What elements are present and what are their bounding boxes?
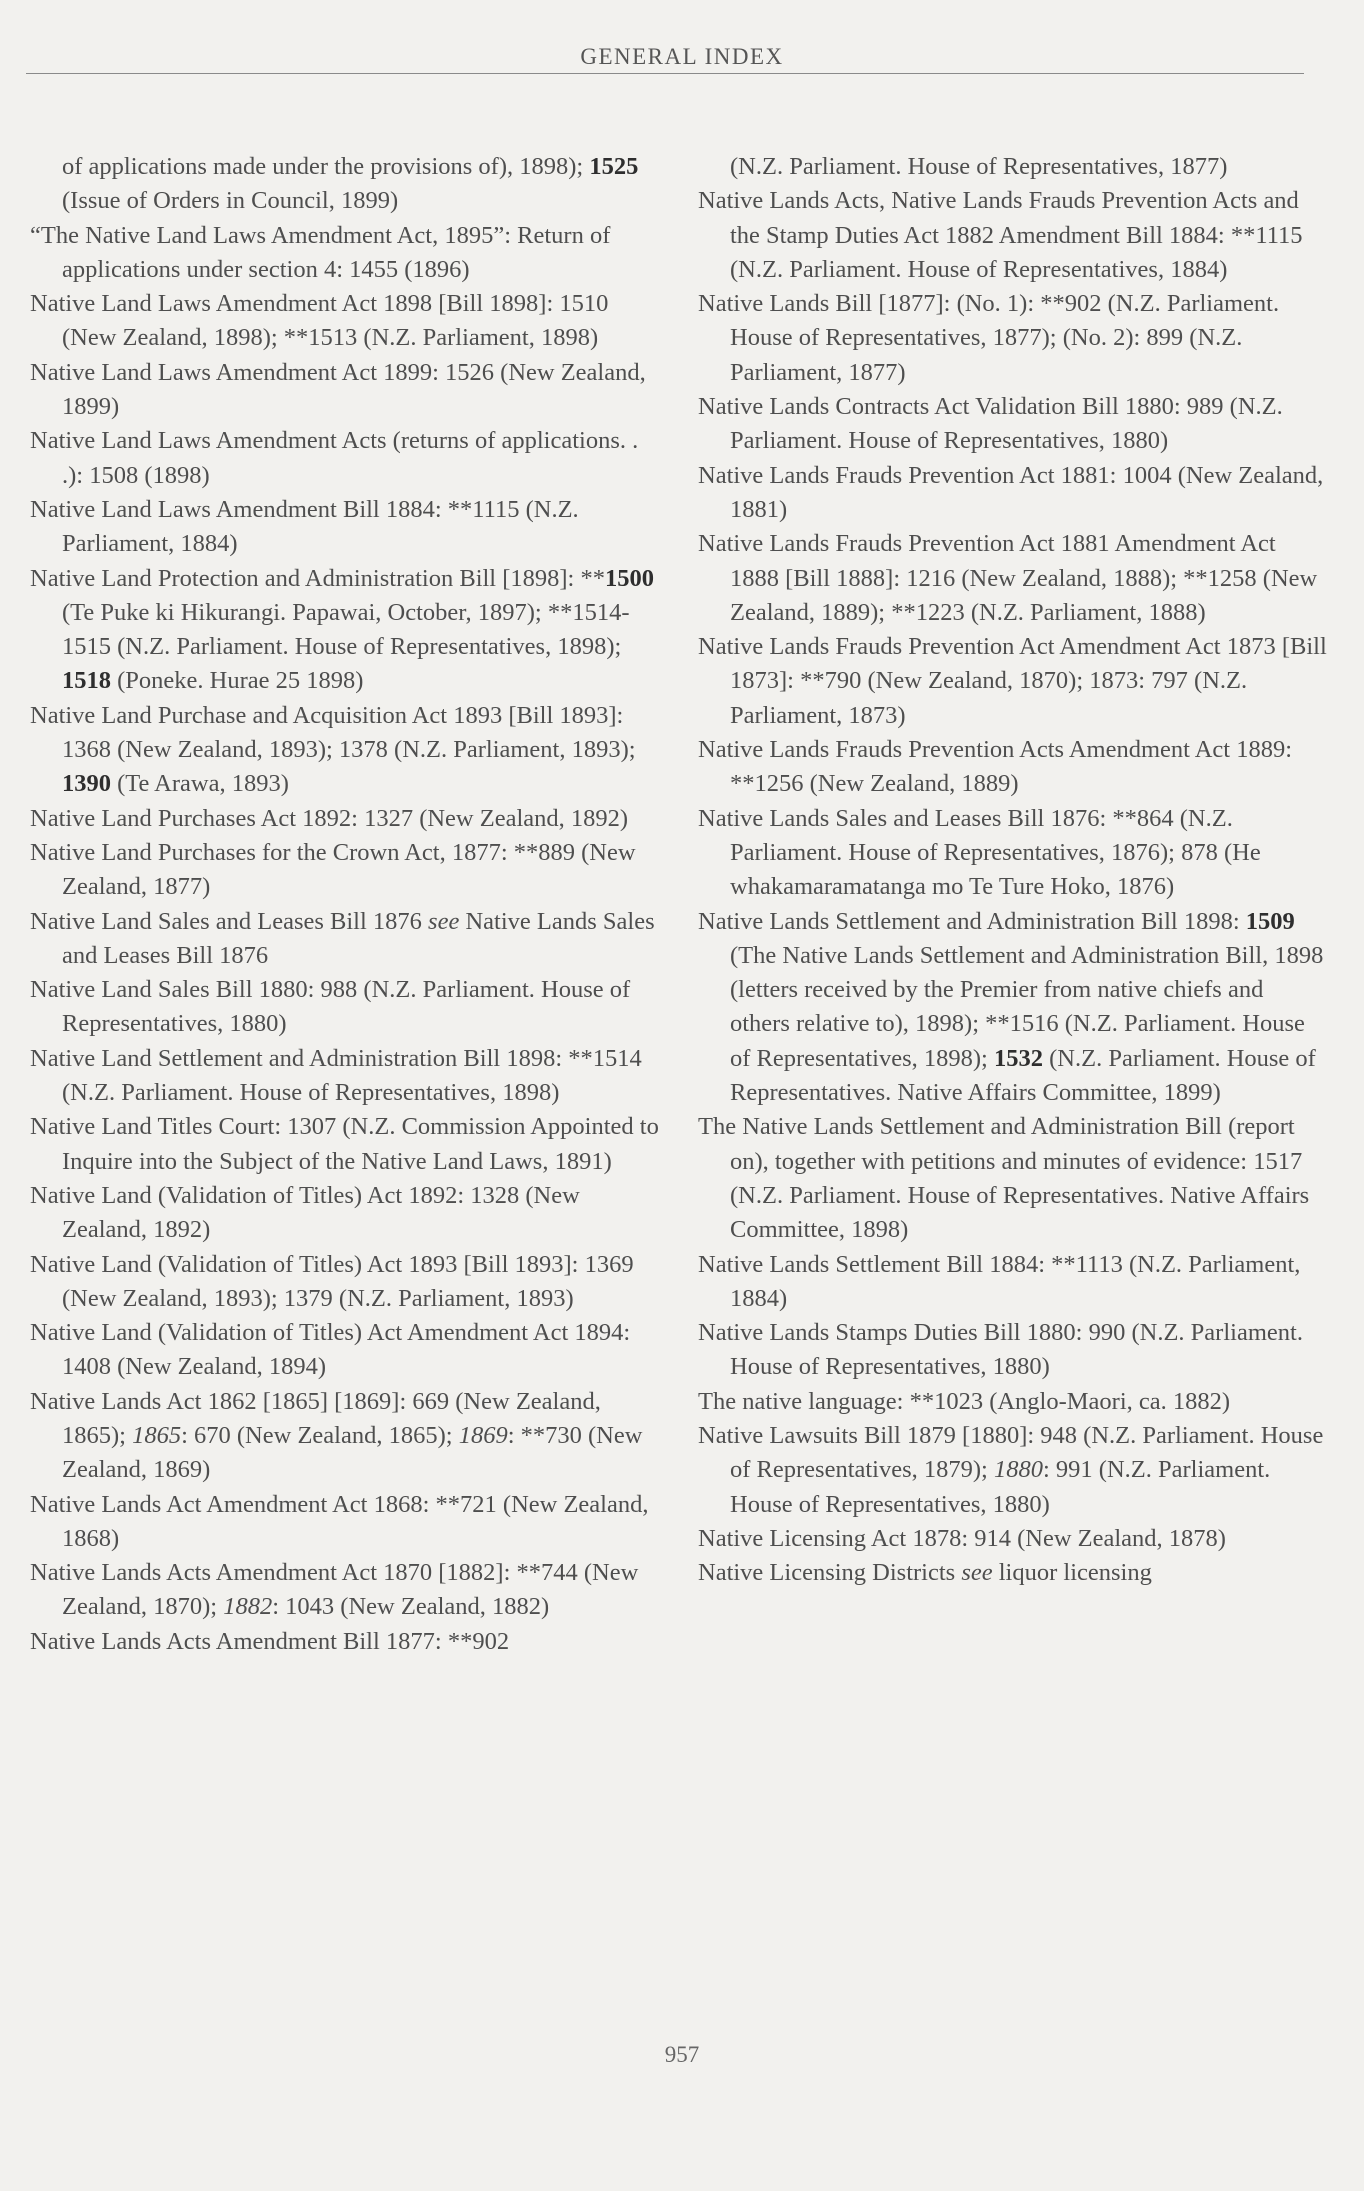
index-entry: Native Land Purchase and Acquisition Act 1893 [Bill 1893]: 1368 (New Zealand, 1893); 1378 (N.Z. Parliament, 1893); 1390 (Te Arawa, 1893)	[30, 701, 636, 798]
index-entry: Native Licensing Act 1878: 914 (New Zealand, 1878)	[698, 1524, 1226, 1552]
index-entry: Native Land Laws Amendment Acts (returns of applications. . .): 1508 (1898)	[30, 427, 639, 489]
index-entry: Native Land Purchases for the Crown Act, 1877: **889 (New Zealand, 1877)	[30, 838, 636, 901]
left-column	[30, 150, 660, 1659]
index-entry: Native Lands Frauds Prevention Act 1881 Amendment Act 1888 [Bill 1888]: 1216 (New Zealand, 1888); **1258 (New Zealand, 1889); **1223 (N.Z. Parliament, 1888)	[698, 530, 1318, 626]
index-entry: Native Land Titles Court: 1307 (N.Z. Commission Appointed to Inquire into the Subject of the Native Land Laws, 1891)	[30, 1113, 659, 1175]
index-entry: Native Lands Frauds Prevention Acts Amendment Act 1889: **1256 (New Zealand, 1889)	[698, 736, 1293, 798]
index-entry: Native Lands Act Amendment Act 1868: **721 (New Zealand, 1868)	[30, 1490, 649, 1552]
index-entry: “The Native Land Laws Amendment Act, 1895”: Return of applications under section 4: 1455 (1896)	[30, 221, 611, 283]
index-entry: Native Lands Settlement and Administration Bill 1898: 1509 (The Native Lands Settlement and Administration Bill, 1898 (letters received by the Premier from native chiefs and others relative to), 1898); **1516 (N.Z. Parliament. House of Representatives, 1898); 1532 (N.Z. Parliament. House of Representatives. Native Affairs Committee, 1899)	[698, 907, 1324, 1107]
index-entry: Native Lands Acts Amendment Act 1870 [1882]: **744 (New Zealand, 1870); 1882: 1043 (New Zealand, 1882)	[30, 1559, 639, 1621]
index-entry: Native Land Laws Amendment Act 1898 [Bill 1898]: 1510 (New Zealand, 1898); **1513 (N.Z. Parliament, 1898)	[30, 290, 609, 352]
index-entry: Native Lands Settlement Bill 1884: **1113 (N.Z. Parliament, 1884)	[698, 1250, 1301, 1312]
index-entry: Native Lands Acts, Native Lands Frauds Prevention Acts and the Stamp Duties Act 1882 Amendment Bill 1884: **1115 (N.Z. Parliament. House of Representatives, 1884)	[698, 187, 1303, 283]
page-number: 957	[664, 2042, 700, 2067]
index-entry: Native Lawsuits Bill 1879 [1880]: 948 (N.Z. Parliament. House of Representatives, 1879); 1880: 991 (N.Z. Parliament. House of Representatives, 1880)	[698, 1421, 1324, 1518]
index-entry: Native Land (Validation of Titles) Act Amendment Act 1894: 1408 (New Zealand, 1894)	[30, 1319, 631, 1381]
index-entry: Native Lands Bill [1877]: (No. 1): **902 (N.Z. Parliament. House of Representatives, 1877); (No. 2): 899 (N.Z. Parliament, 1877)	[698, 290, 1280, 386]
index-entry: Native Land Purchases Act 1892: 1327 (New Zealand, 1892)	[30, 804, 629, 832]
index-entry: Native Land (Validation of Titles) Act 1892: 1328 (New Zealand, 1892)	[30, 1181, 580, 1244]
index-entry: Native Land Laws Amendment Act 1899: 1526 (New Zealand, 1899)	[30, 358, 646, 421]
index-entry: of applications made under the provisions of), 1898); 1525 (Issue of Orders in Council, 1899)	[62, 153, 639, 215]
index-entry: Native Lands Contracts Act Validation Bill 1880: 989 (N.Z. Parliament. House of Representatives, 1880)	[698, 393, 1283, 455]
index-entry: Native Lands Act 1862 [1865] [1869]: 669 (New Zealand, 1865); 1865: 670 (New Zealand, 1865); 1869: **730 (New Zealand, 1869)	[30, 1387, 643, 1484]
index-entry: Native Land Sales and Leases Bill 1876 see Native Lands Sales and Leases Bill 1876	[30, 907, 655, 969]
index-entry: The native language: **1023 (Anglo-Maori, ca. 1882)	[698, 1387, 1231, 1415]
index-entry: (N.Z. Parliament. House of Representatives, 1877)	[730, 153, 1228, 180]
running-head: GENERAL INDEX	[580, 44, 784, 69]
index-entry: The Native Lands Settlement and Administration Bill (report on), together with petitions and minutes of evidence: 1517 (N.Z. Parliament. House of Representatives. Native Affairs Committee, 1898)	[698, 1113, 1310, 1244]
index-entry: Native Lands Sales and Leases Bill 1876: **864 (N.Z. Parliament. House of Representatives, 1876); 878 (He whakamaramatanga mo Te Ture Hoko, 1876)	[698, 804, 1261, 901]
index-entry: Native Land Settlement and Administration Bill 1898: **1514 (N.Z. Parliament. House of Representatives, 1898)	[30, 1044, 642, 1107]
index-entry: Native Land (Validation of Titles) Act 1893 [Bill 1893]: 1369 (New Zealand, 1893); 1379 (N.Z. Parliament, 1893)	[30, 1250, 634, 1312]
index-entry: Native Lands Stamps Duties Bill 1880: 990 (N.Z. Parliament. House of Representatives, 1880)	[698, 1319, 1303, 1381]
right-column	[698, 150, 1328, 1590]
header-rule	[26, 73, 1304, 74]
index-entry: Native Lands Acts Amendment Bill 1877: **902	[30, 1627, 510, 1655]
index-entry: Native Land Laws Amendment Bill 1884: **1115 (N.Z. Parliament, 1884)	[30, 495, 579, 558]
index-entry: Native Land Protection and Administration Bill [1898]: **1500 (Te Puke ki Hikurangi. Papawai, October, 1897); **1514-1515 (N.Z. Parliament. House of Representatives, 1898); 1518 (Poneke. Hurae 25 1898)	[30, 564, 654, 695]
index-entry: Native Land Sales Bill 1880: 988 (N.Z. Parliament. House of Representatives, 1880)	[30, 976, 631, 1038]
index-entry: Native Licensing Districts see liquor licensing	[698, 1559, 1152, 1587]
index-entry: Native Lands Frauds Prevention Act Amendment Act 1873 [Bill 1873]: **790 (New Zealand, 1870); 1873: 797 (N.Z. Parliament, 1873)	[698, 633, 1327, 729]
index-entry: Native Lands Frauds Prevention Act 1881: 1004 (New Zealand, 1881)	[698, 461, 1324, 523]
